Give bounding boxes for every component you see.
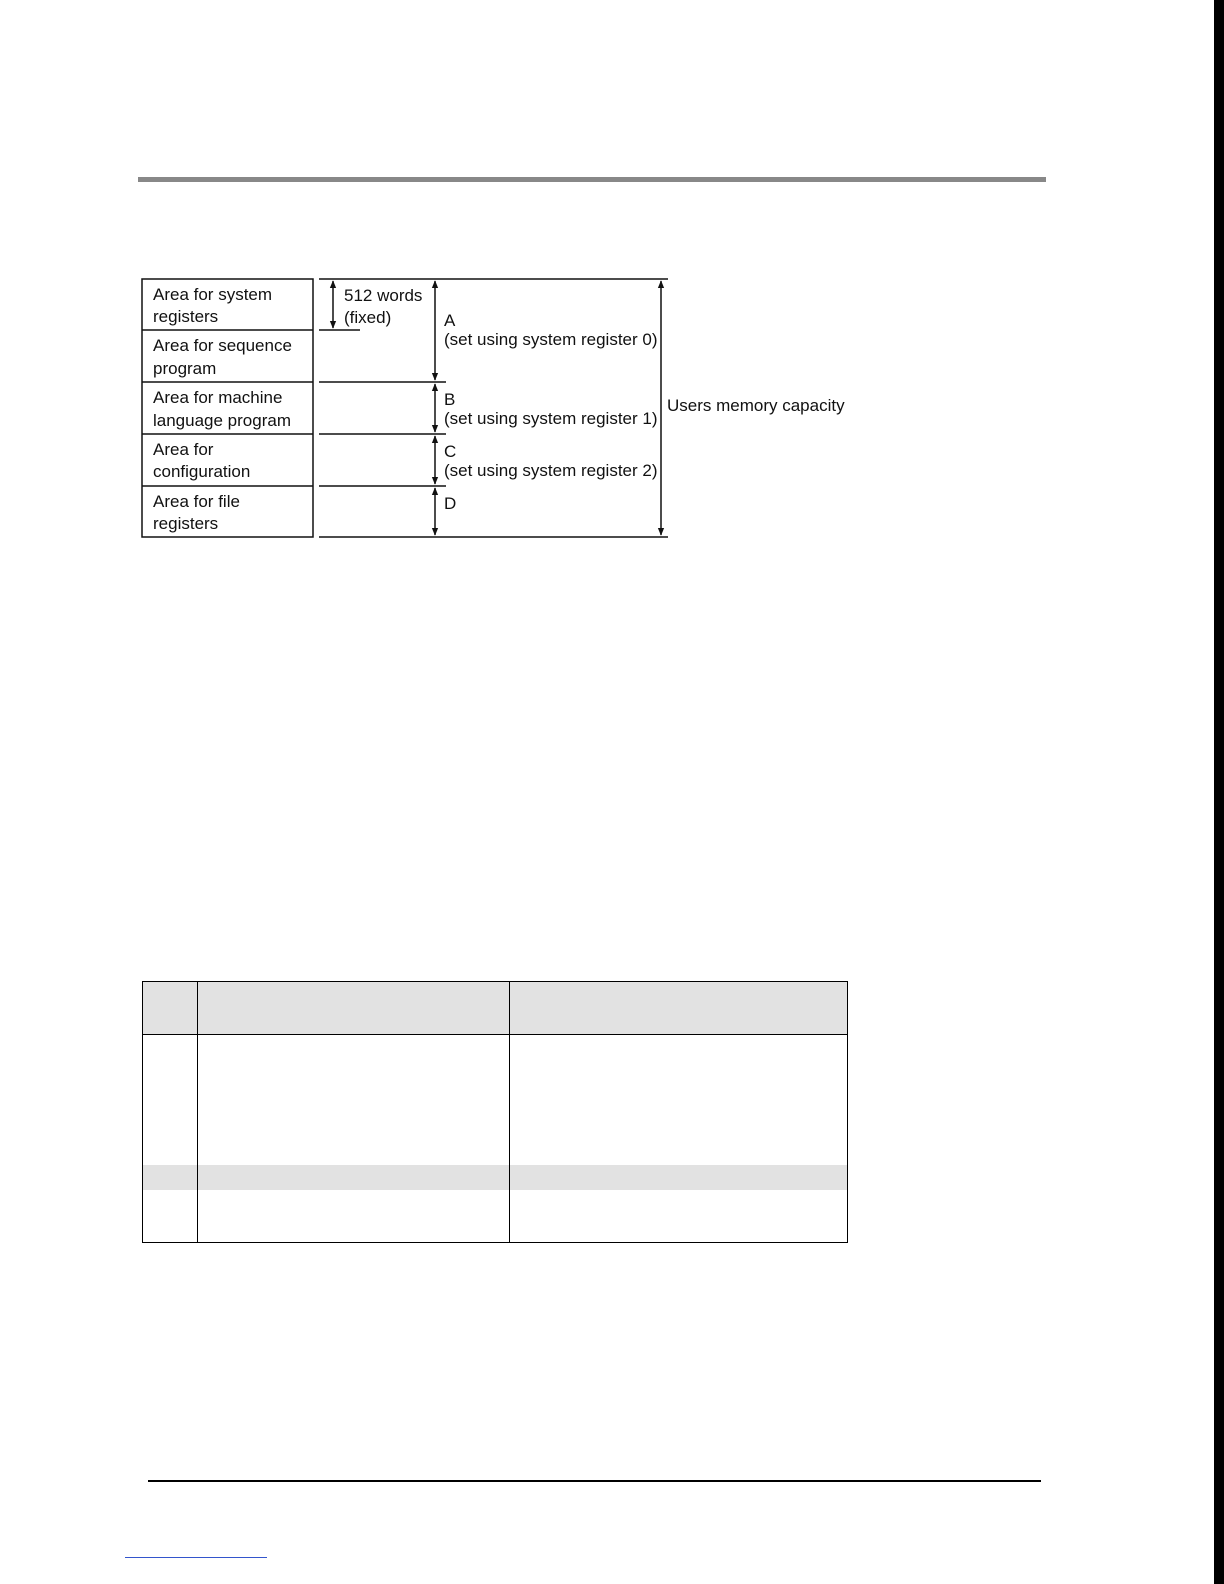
- table-cell: [198, 1035, 510, 1166]
- segment-a-note: (set using system register 0): [444, 330, 658, 349]
- memory-area-table: [142, 981, 848, 1243]
- area-label-sequence-program-1: Area for sequence: [153, 336, 292, 355]
- area-label-system-registers-2: registers: [153, 307, 219, 326]
- footer-rule: [148, 1480, 1041, 1482]
- area-label-system-registers-1: Area for system: [153, 285, 273, 304]
- area-label-configuration-2: configuration: [153, 462, 251, 481]
- table-header-cell: [510, 982, 848, 1035]
- table-cell: [510, 1190, 848, 1243]
- segment-b-letter: B: [444, 390, 456, 409]
- table-row-shaded: [143, 1165, 848, 1190]
- table-cell: [198, 1165, 510, 1190]
- area-label-file-registers-1: Area for file: [153, 492, 240, 511]
- fixed-size-label-1: 512 words: [344, 286, 423, 305]
- fixed-size-label-2: (fixed): [344, 308, 392, 327]
- area-label-machine-language-1: Area for machine: [153, 388, 283, 407]
- segment-d-letter: D: [444, 494, 457, 513]
- table-row: [143, 1035, 848, 1166]
- footer-link-underline[interactable]: [125, 1557, 267, 1558]
- table-cell: [510, 1035, 848, 1166]
- memory-map-diagram: [0, 0, 1224, 600]
- segment-c-letter: C: [444, 442, 457, 461]
- segment-c-note: (set using system register 2): [444, 461, 658, 480]
- segment-a-letter: A: [444, 311, 456, 330]
- table-cell: [143, 1190, 198, 1243]
- table-header-cell: [143, 982, 198, 1035]
- area-label-file-registers-2: registers: [153, 514, 219, 533]
- table-cell: [198, 1190, 510, 1243]
- table-header-row: [143, 982, 848, 1035]
- table-cell: [143, 1165, 198, 1190]
- table-header-cell: [198, 982, 510, 1035]
- users-memory-capacity-label: Users memory capacity: [667, 396, 845, 415]
- area-label-machine-language-2: language program: [153, 411, 291, 430]
- area-label-configuration-1: Area for: [153, 440, 214, 459]
- table-cell: [143, 1035, 198, 1166]
- table-cell: [510, 1165, 848, 1190]
- table-row: [143, 1190, 848, 1243]
- segment-b-note: (set using system register 1): [444, 409, 658, 428]
- area-label-sequence-program-2: program: [153, 359, 217, 378]
